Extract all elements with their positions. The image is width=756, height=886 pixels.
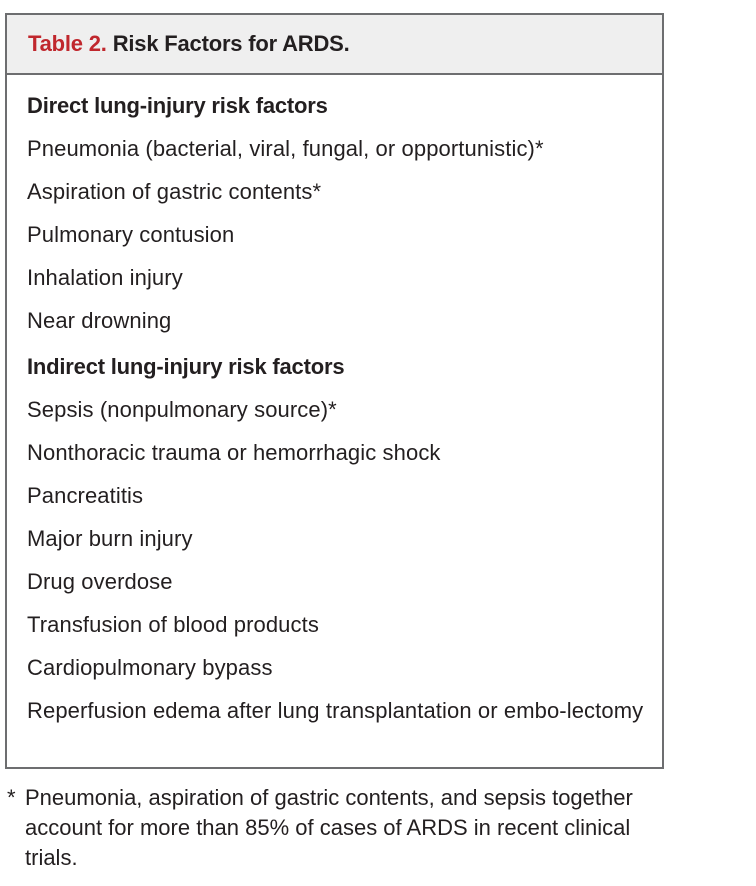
table-caption bbox=[7, 15, 662, 75]
list-item: Transfusion of blood products bbox=[27, 612, 319, 637]
list-item: Pulmonary contusion bbox=[27, 222, 235, 247]
list-item: Near drowning bbox=[27, 308, 172, 333]
indirect-risk-factors-heading: Indirect lung-injury risk factors bbox=[27, 354, 345, 379]
footnote-mark: * bbox=[7, 785, 16, 810]
table-title: Risk Factors for ARDS. bbox=[112, 31, 350, 56]
direct-risk-factors-heading: Direct lung-injury risk factors bbox=[27, 93, 328, 118]
list-item: Pancreatitis bbox=[27, 483, 144, 508]
list-item: Cardiopulmonary bypass bbox=[27, 655, 273, 680]
list-item: Sepsis (nonpulmonary source)* bbox=[27, 397, 337, 422]
list-item: Inhalation injury bbox=[27, 265, 183, 290]
table-label: Table 2. bbox=[28, 31, 107, 56]
list-item: Pneumonia (bacterial, viral, fungal, or opportunistic)* bbox=[27, 136, 544, 161]
risk-factors-table bbox=[5, 13, 664, 769]
list-item: Major burn injury bbox=[27, 526, 193, 551]
list-item: Drug overdose bbox=[27, 569, 173, 594]
table-footnote bbox=[7, 783, 647, 873]
list-item: Aspiration of gastric contents* bbox=[27, 179, 322, 204]
footnote-text: Pneumonia, aspiration of gastric contents, and sepsis together account for more than 85% of cases of ARDS in recent clinical trials. bbox=[25, 785, 633, 870]
table-body bbox=[7, 75, 662, 726]
list-item: Nonthoracic trauma or hemorrhagic shock bbox=[27, 440, 441, 465]
list-item: Reperfusion edema after lung transplantation or embo-lectomy bbox=[27, 698, 644, 723]
